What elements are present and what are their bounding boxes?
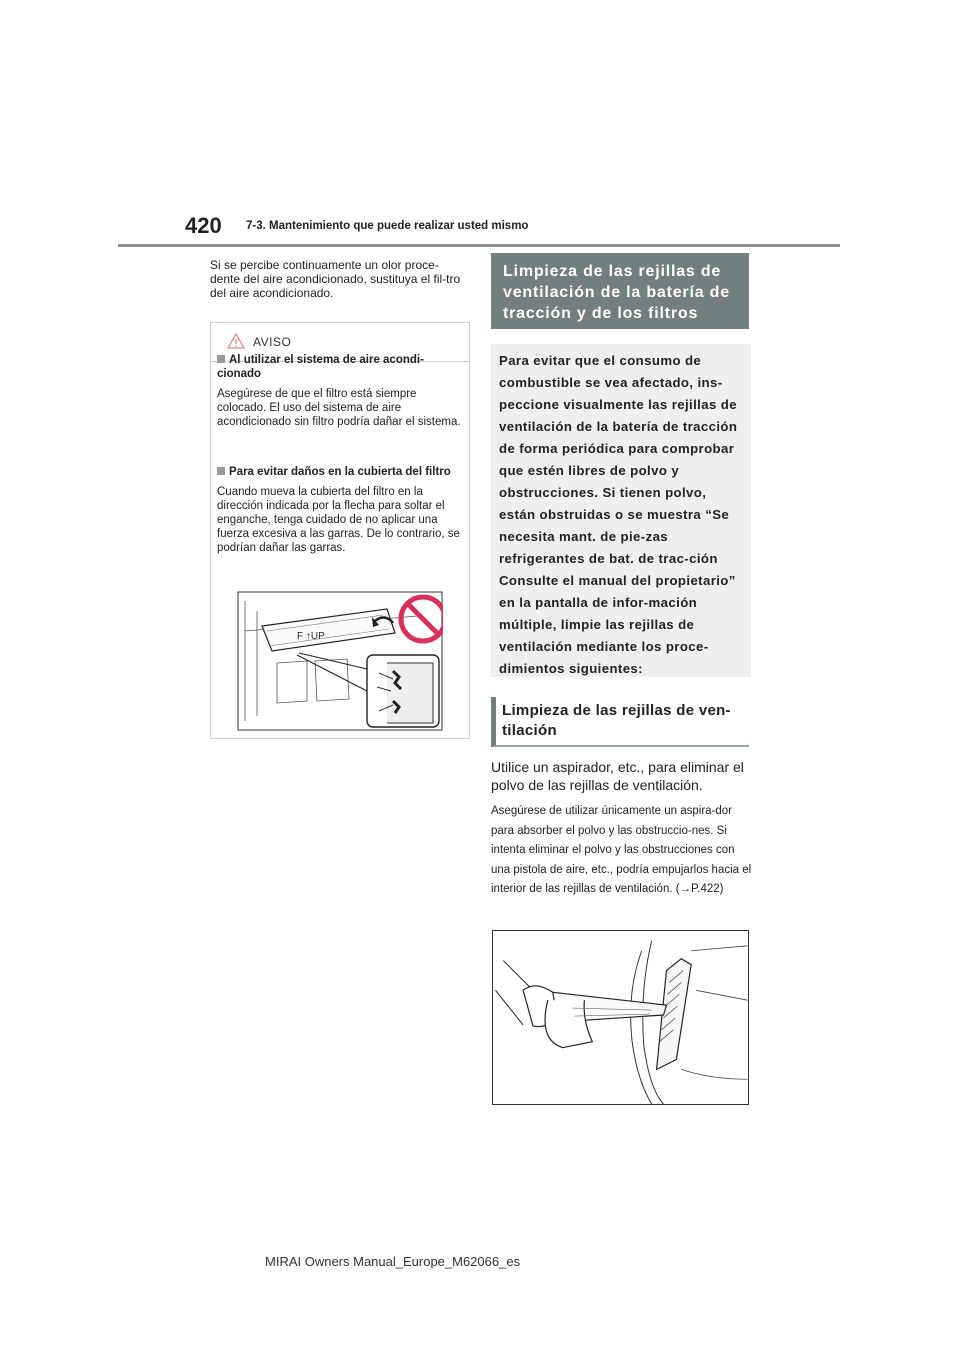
subheading-text: Limpieza de las rejillas de ven-tilación <box>502 702 731 739</box>
intro-paragraph: Si se percibe continuamente un olor proce-dente del aire acondicionado, sustituya el fil-tro del aire acondicionado. <box>210 258 461 300</box>
body-paragraph: Asegúrese de utilizar únicamente un aspira-dor para absorber el polvo y las obstruccio-nes. Si intenta eliminar el polvo y las obstrucciones con una pistola de aire, etc., podría empujarlos hacia el interior de las rejillas de ventilación. (→P.422) <box>491 805 752 895</box>
section-heading <box>491 253 749 329</box>
page-number: 420 <box>185 213 222 238</box>
lead-paragraph: Utilice un aspirador, etc., para eliminar el polvo de las rejillas de ventilación. <box>491 759 744 793</box>
warning-box <box>210 322 470 739</box>
warning-item-heading: Para evitar daños en la cubierta del filtro <box>217 465 461 479</box>
warning-triangle-icon <box>227 333 245 349</box>
filter-cover-illustration <box>237 591 443 731</box>
info-panel-text: Para evitar que el consumo de combustible se vea afectado, ins-peccione visualmente las rejillas de ventilación de la batería de tracción de forma periódica para comprobar que estén libres de polvo y obstrucciones. Si tienen polvo, están obstruidas o se muestra “Se necesita mant. de pie-zas refrigerantes de bat. de trac-ción Consulte el manual del propietario” en la pantalla de infor-mación múltiple, limpie las rejillas de ventilación mediante los proce-dimientos siguientes: <box>499 353 738 676</box>
footer-text: MIRAI Owners Manual_Europe_M62066_es <box>265 1254 521 1269</box>
warning-item <box>217 353 461 429</box>
header-rule <box>118 244 840 247</box>
warning-item-body: Asegúrese de que el filtro está siempre colocado. El uso del sistema de aire acondicionado sin filtro podría dañar el sistema. <box>217 388 461 428</box>
section-title: 7-3. Mantenimiento que puede realizar usted mismo <box>246 220 529 232</box>
info-panel <box>491 344 751 677</box>
warning-title: AVISO <box>253 335 292 349</box>
bullet-square-icon <box>217 467 225 475</box>
filter-label: F ↑UP <box>297 631 325 642</box>
section-heading-text: Limpieza de las rejillas de ventilación de la batería de tracción y de los filtros <box>503 263 730 322</box>
subheading <box>491 697 749 747</box>
warning-item-heading: Al utilizar el sistema de aire acondi-cionado <box>217 354 424 380</box>
bullet-square-icon <box>217 355 225 363</box>
warning-item-body: Cuando mueva la cubierta del filtro en la dirección indicada por la flecha para soltar el enganche, tenga cuidado de no aplicar una fuerza excesiva a las garras. De lo contrario, se podrían dañar las garras. <box>217 486 460 554</box>
warning-item <box>217 465 461 555</box>
vacuum-cleaning-illustration <box>492 930 749 1105</box>
